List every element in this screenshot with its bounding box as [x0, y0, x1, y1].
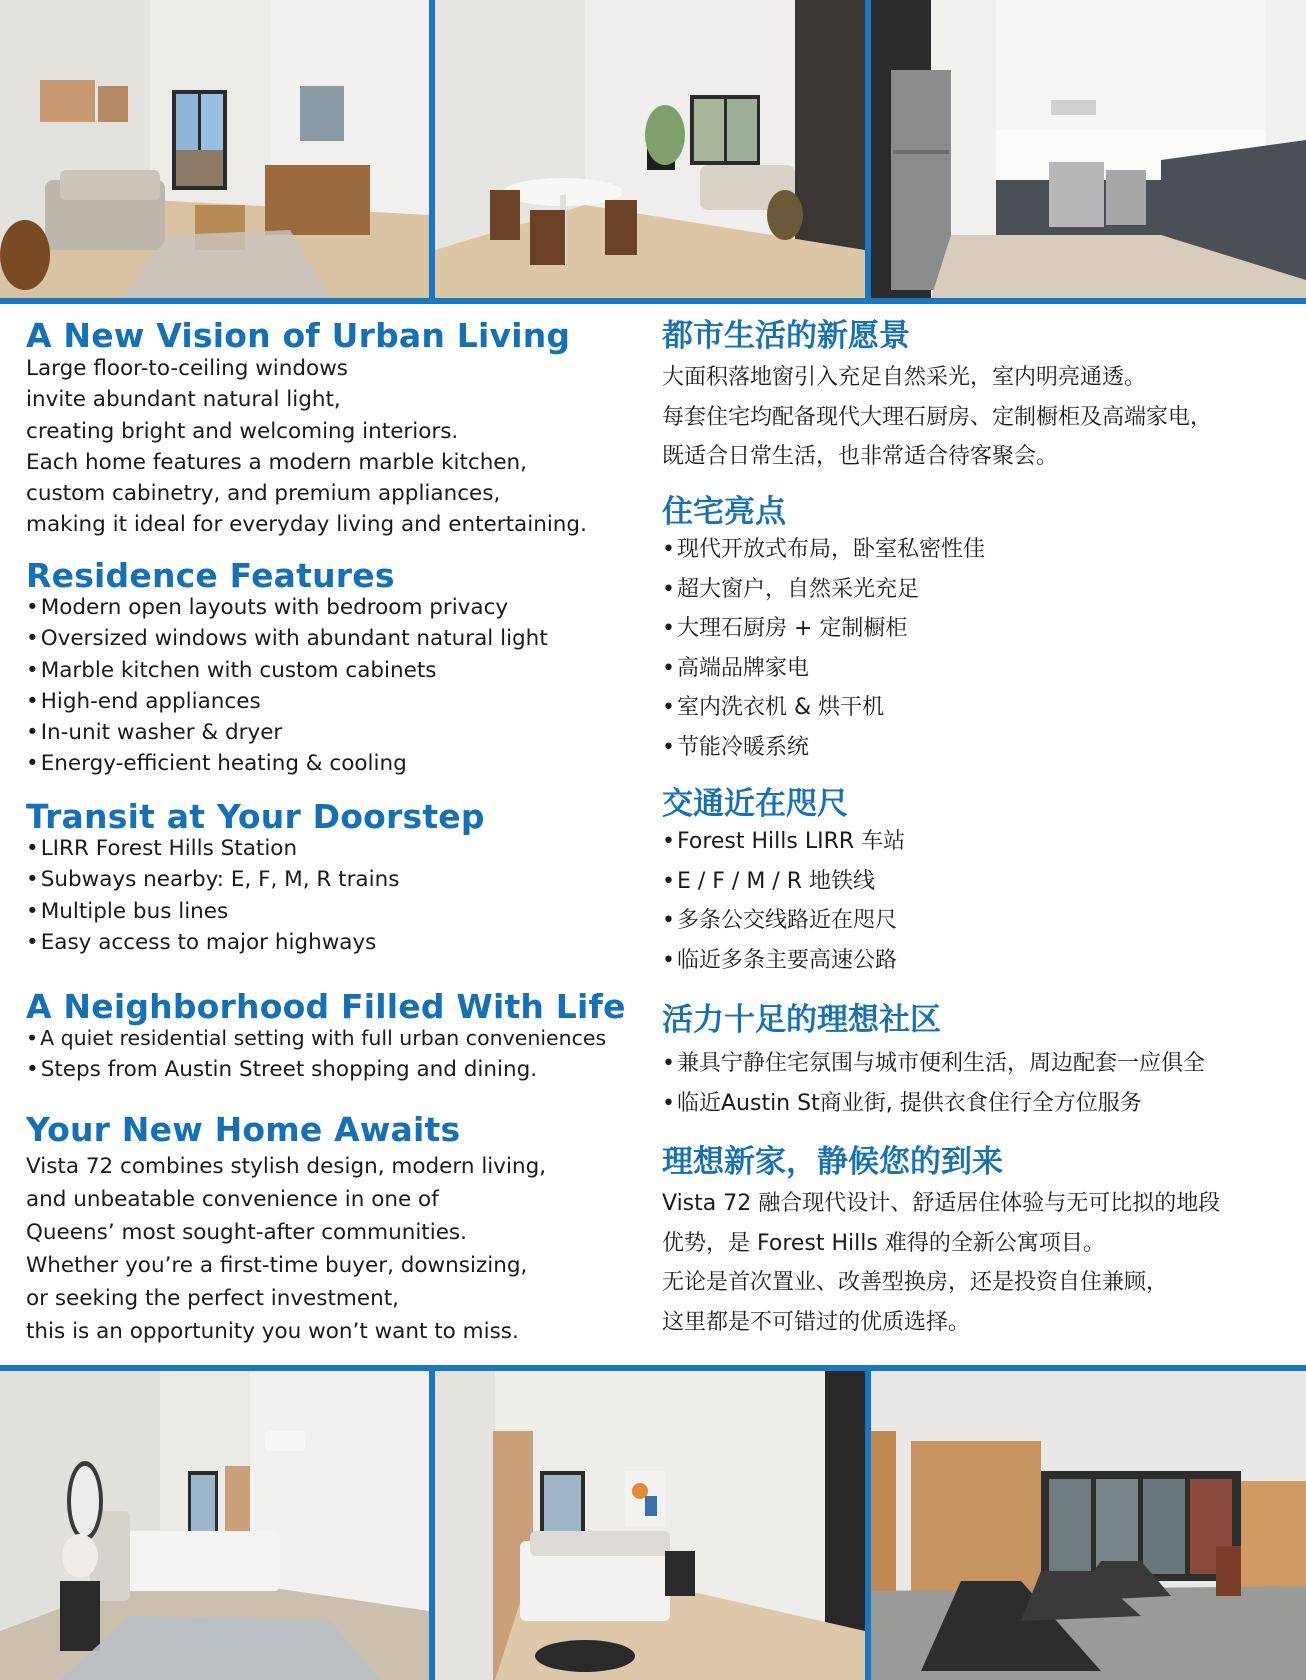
transit-item-zh: • E / F / M / R 地铁线 — [662, 862, 1282, 902]
feature-item-zh: • 大理石厨房 + 定制橱柜 — [662, 609, 1282, 649]
awaits-section-zh — [662, 1142, 1282, 1342]
features-section-en — [26, 556, 666, 780]
vision-line-en: creating bright and welcoming interiors. — [26, 418, 459, 444]
neighborhood-item-en: • A quiet residential setting with full urban conveniences — [26, 1023, 666, 1054]
vision-line-zh: 既适合日常生活，也非常适合待客聚会。 — [662, 444, 1059, 469]
neighborhood-section-en — [26, 987, 666, 1086]
english-column — [26, 304, 666, 1365]
vision-section-en — [26, 316, 666, 541]
neighborhood-title-zh: 活力十足的理想社区 — [662, 1002, 941, 1038]
transit-item-zh: • 临近多条主要高速公路 — [662, 941, 1282, 981]
vision-line-en: making it ideal for everyday living and entertaining. — [26, 512, 587, 538]
transit-item-en: • LIRR Forest Hills Station — [26, 833, 666, 864]
vision-line-en: invite abundant natural light, — [26, 387, 341, 413]
awaits-line-en: this is an opportunity you won’t want to miss. — [26, 1319, 519, 1344]
kitchen-photo — [871, 0, 1306, 298]
bedroom-photo — [0, 1371, 429, 1680]
awaits-line-zh: 这里都是不可错过的优质选择。 — [662, 1309, 971, 1335]
features-title-en: Residence Features — [26, 556, 395, 595]
feature-item-en: • Oversized windows with abundant natural light — [26, 623, 666, 654]
vision-line-zh: 大面积落地窗引入充足自然采光，室内明亮通透。 — [662, 365, 1147, 390]
second-bedroom-photo — [435, 1371, 865, 1680]
features-title-zh: 住宅亮点 — [662, 494, 786, 530]
neighborhood-section-zh — [662, 1000, 1282, 1123]
awaits-line-zh: Vista 72 融合现代设计、舒适居住体验与无可比拟的地段 — [662, 1191, 1221, 1216]
feature-item-zh: • 高端品牌家电 — [662, 649, 1282, 689]
features-section-zh — [662, 492, 1282, 767]
feature-item-zh: • 节能冷暖系统 — [662, 728, 1282, 768]
awaits-line-en: and unbeatable convenience in one of — [26, 1187, 439, 1212]
neighborhood-item-zh: • 兼具宁静住宅氛围与城市便利生活，周边配套一应俱全 — [662, 1044, 1282, 1084]
transit-item-zh: • Forest Hills LIRR 车站 — [662, 822, 1282, 862]
feature-item-en: • Energy-efficient heating & cooling — [26, 748, 666, 779]
transit-item-en: • Subways nearby: E, F, M, R trains — [26, 864, 666, 895]
transit-title-en: Transit at Your Doorstep — [26, 797, 485, 836]
chinese-column — [662, 304, 1282, 1365]
awaits-line-zh: 无论是首次置业、改善型换房，还是投资自住兼顾， — [662, 1270, 1169, 1295]
vision-section-zh — [662, 316, 1282, 477]
top-photo-strip — [0, 0, 1306, 304]
awaits-line-en: or seeking the perfect investment, — [26, 1286, 399, 1311]
vision-line-en: custom cabinetry, and premium appliances, — [26, 481, 501, 507]
awaits-section-en — [26, 1110, 666, 1348]
transit-item-zh: • 多条公交线路近在咫尺 — [662, 901, 1282, 941]
neighborhood-item-zh: • 临近Austin St商业街, 提供衣食住行全方位服务 — [662, 1084, 1282, 1124]
vision-title-zh: 都市生活的新愿景 — [662, 318, 910, 354]
awaits-line-en: Whether you’re a first-time buyer, downsizing, — [26, 1253, 528, 1278]
vision-line-zh: 每套住宅均配备现代大理石厨房、定制橱柜及高端家电， — [662, 404, 1213, 430]
feature-item-en: • Modern open layouts with bedroom privacy — [26, 592, 666, 623]
transit-item-en: • Multiple bus lines — [26, 896, 666, 927]
living-room-photo — [0, 0, 429, 298]
feature-item-en: • Marble kitchen with custom cabinets — [26, 655, 666, 686]
bottom-photo-strip — [0, 1365, 1306, 1680]
neighborhood-title-en: A Neighborhood Filled With Life — [26, 987, 626, 1026]
transit-section-zh — [662, 784, 1282, 980]
feature-item-zh: • 室内洗衣机 & 烘干机 — [662, 688, 1282, 728]
feature-item-en: • In-unit washer & dryer — [26, 717, 666, 748]
awaits-line-zh: 优势，是 Forest Hills 难得的全新公寓项目。 — [662, 1230, 1105, 1256]
dining-living-photo — [435, 0, 865, 298]
feature-item-zh: • 超大窗户，自然采光充足 — [662, 570, 1282, 610]
transit-section-en — [26, 797, 666, 958]
vision-title-en: A New Vision of Urban Living — [26, 316, 571, 355]
feature-item-zh: • 现代开放式布局，卧室私密性佳 — [662, 530, 1282, 570]
transit-title-zh: 交通近在咫尺 — [662, 786, 848, 822]
awaits-title-zh: 理想新家，静候您的到来 — [662, 1144, 1003, 1180]
awaits-line-en: Vista 72 combines stylish design, modern living, — [26, 1154, 547, 1179]
vision-line-en: Each home features a modern marble kitchen, — [26, 449, 528, 475]
feature-item-en: • High-end appliances — [26, 686, 666, 717]
neighborhood-item-en: • Steps from Austin Street shopping and dining. — [26, 1054, 666, 1085]
transit-item-en: • Easy access to major highways — [26, 927, 666, 958]
gym-photo — [871, 1371, 1306, 1680]
awaits-title-en: Your New Home Awaits — [26, 1110, 461, 1149]
awaits-line-en: Queens’ most sought-after communities. — [26, 1220, 467, 1245]
vision-line-en: Large floor-to-ceiling windows — [26, 356, 348, 381]
